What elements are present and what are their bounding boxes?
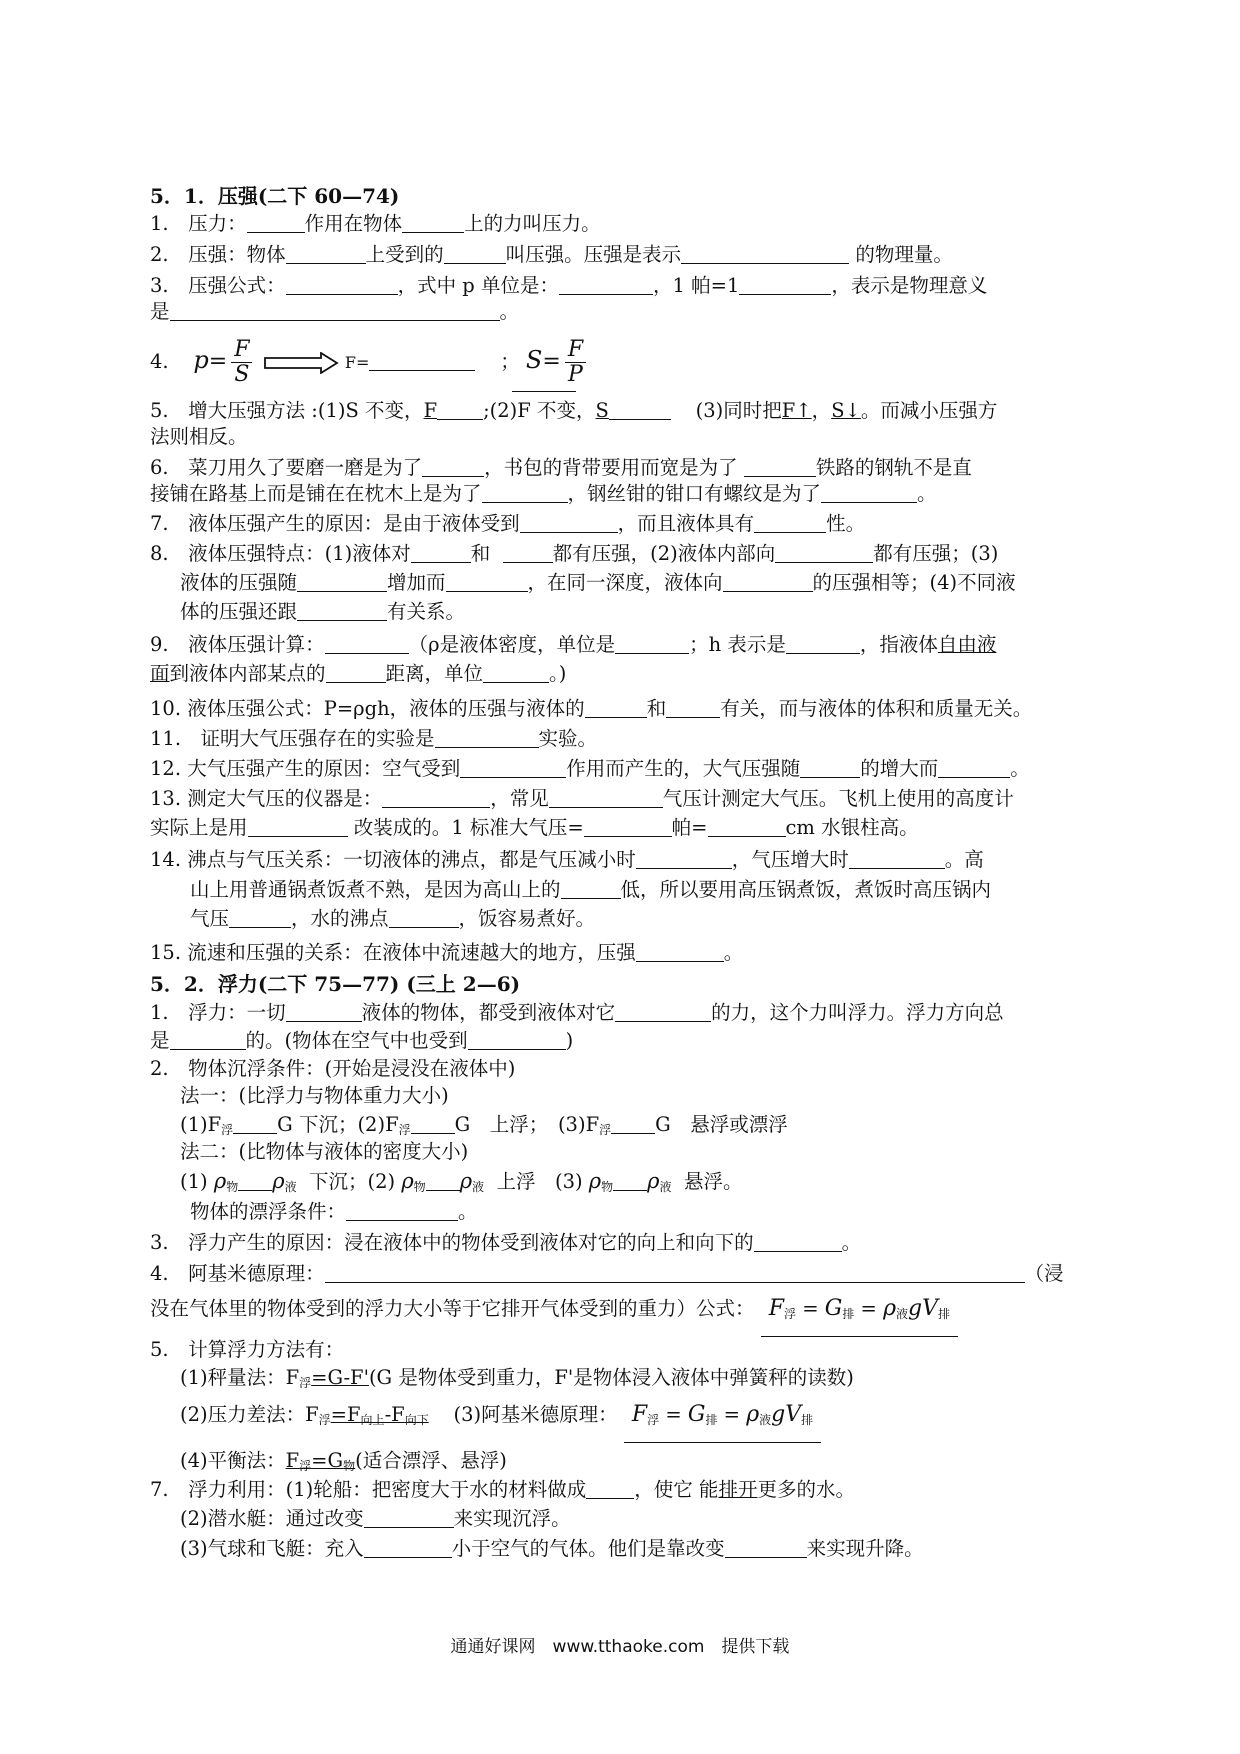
blank[interactable] <box>382 789 490 808</box>
blank[interactable] <box>238 1172 272 1191</box>
double-arrow-icon <box>263 352 339 374</box>
item-15: 15. 流速和压强的关系：在液体中流速越大的地方，压强 。 <box>150 941 744 964</box>
blank[interactable] <box>468 1031 566 1050</box>
item-13: 13. 测定大气压的仪器是： ，常见 气压计测定大气压。飞机上使用的高度计 <box>150 787 1014 810</box>
blank[interactable] <box>229 909 291 928</box>
blank[interactable] <box>636 943 724 962</box>
footer-credit: 通通好课网 www.tthaoke.com 提供下载 <box>450 1637 790 1657</box>
blank[interactable] <box>775 544 873 563</box>
blank[interactable] <box>584 818 672 837</box>
blank[interactable] <box>744 458 816 477</box>
item-1: 1. 压力： 作用在物体 上的力叫压力。 <box>150 212 601 235</box>
fraction-F-over-P: $\frac{F}{P}$ <box>565 338 586 387</box>
blank[interactable] <box>609 401 671 420</box>
item-5-cont: 法则相反。 <box>150 425 248 448</box>
b-method-2-cond: (1) $\rho_物$ $\rho_液$ 下沉；(2) $\rho_物$ $\rho_液$ 上浮 (3) $\rho_物$ $\rho_液$ 悬浮。 <box>180 1169 743 1194</box>
b-method-2: 法二：(比物体与液体的密度大小) <box>180 1140 469 1163</box>
b-item-7: 7. 浮力利用：(1)轮船：把密度大于水的材料做成 ，使它 能排开更多的水。 <box>150 1478 855 1501</box>
b-method-pressure: (2)压力差法：$F_浮=F_{向上}-F_{向下}$ (3)阿基米德原理： $F_浮 = G_排 = \rho_液gV_排$ <box>180 1395 821 1435</box>
blank[interactable] <box>364 1509 454 1528</box>
blank[interactable] <box>326 664 386 683</box>
blank[interactable] <box>325 1264 1025 1283</box>
blank[interactable] <box>585 699 647 718</box>
blank[interactable] <box>248 818 348 837</box>
blank[interactable] <box>422 458 484 477</box>
blank[interactable] <box>411 1115 455 1134</box>
section-title-pressure: 5．1．压强(二下 60—74) <box>150 184 400 208</box>
blank[interactable] <box>786 635 860 654</box>
item-14: 14. 沸点与气压关系：一切液体的沸点，都是气压减小时 ，气压增大时 。高 <box>150 848 984 871</box>
item-14-cont-1: 山上用普通锅煮饭煮不熟，是因为高山上的 低，所以要用高压锅煮饭，煮饭时高压锅内 <box>190 878 992 901</box>
b-balloon: (3)气球和飞艇：充入 小于空气的气体。他们是靠改变 来实现升降。 <box>180 1537 924 1560</box>
blank[interactable] <box>615 635 689 654</box>
blank[interactable] <box>170 302 500 321</box>
blank[interactable] <box>426 1172 460 1191</box>
item-8: 8. 液体压强特点：(1)液体对 和 都有压强，(2)液体内部向 都有压强；(3) <box>150 542 999 565</box>
blank[interactable] <box>325 635 409 654</box>
blank[interactable] <box>286 276 398 295</box>
blank[interactable] <box>411 544 471 563</box>
blank[interactable] <box>754 514 826 533</box>
blank[interactable] <box>613 1172 647 1191</box>
b-submarine: (2)潜水艇：通过改变 来实现沉浮。 <box>180 1507 571 1530</box>
item-11: 11. 证明大气压强存在的实验是 实验。 <box>150 727 598 750</box>
blank[interactable] <box>681 245 849 264</box>
section-title-buoyancy: 5．2．浮力(二下 75—77) (三上 2—6) <box>150 972 521 996</box>
archimedes-formula: $F_浮 = G_排 = \rho_液gV_排$ <box>761 1289 958 1337</box>
b-method-weigh: (1)秤量法：$F_浮=G-F'(G$ 是物体受到重力，F'是物体浸入液体中弹簧秤的读数) <box>180 1366 854 1390</box>
b-item-3: 3. 浮力产生的原因：浸在液体中的物体受到液体对它的向上和向下的 。 <box>150 1231 862 1254</box>
b-item-1-cont: 是 的。(物体在空气中也受到 ) <box>150 1029 574 1052</box>
blank[interactable] <box>666 699 720 718</box>
blank[interactable] <box>297 573 387 592</box>
blank[interactable] <box>446 573 528 592</box>
b-item-4: 4. 阿基米德原理： （浸 <box>150 1262 1064 1285</box>
blank[interactable] <box>460 759 566 778</box>
blank[interactable] <box>369 352 475 371</box>
item-10: 10. 液体压强公式：P=ρgh，液体的压强与液体的 和 有关，而与液体的体积和质量无关。 <box>150 697 1033 720</box>
item-5: 5. 增大压强方法 :(1)S 不变，F ;(2)F 不变，S (3)同时把F↑，S↓。而减小压强方 <box>150 399 998 422</box>
b-item-1: 1. 浮力：一切 液体的物体，都受到液体对它 的力，这个力叫浮力。浮力方向总 <box>150 1001 1004 1024</box>
blank[interactable] <box>739 276 831 295</box>
item-12: 12. 大气压强产生的原因：空气受到 作用而产生的，大气压强随 的增大而 。 <box>150 757 1030 780</box>
b-float-cond: 物体的漂浮条件： 。 <box>190 1200 478 1223</box>
blank[interactable] <box>444 245 506 264</box>
blank[interactable] <box>402 214 464 233</box>
blank[interactable] <box>615 1003 711 1022</box>
item-3: 3. 压强公式： ，式中 p 单位是： ，1 帕=1 ，表示是物理意义 <box>150 274 988 297</box>
b-item-5: 5. 计算浮力方法有： <box>150 1338 345 1361</box>
blank[interactable] <box>723 573 813 592</box>
blank[interactable] <box>800 759 860 778</box>
archimedes-formula-2: $F_浮 = G_排 = \rho_液gV_排$ <box>624 1395 821 1443</box>
blank[interactable] <box>636 850 732 869</box>
blank[interactable] <box>725 1539 807 1558</box>
blank[interactable] <box>503 544 553 563</box>
b-method-balance: (4)平衡法：$F_浮=G_物$(适合漂浮、悬浮) <box>180 1449 507 1473</box>
blank[interactable] <box>754 1233 842 1252</box>
b-method-1: 法一：(比浮力与物体重力大小) <box>180 1084 449 1107</box>
blank[interactable] <box>286 1003 362 1022</box>
blank[interactable] <box>849 850 945 869</box>
item-14-cont-2: 气压 ，水的沸点 ，饭容易煮好。 <box>190 907 596 930</box>
blank[interactable] <box>170 1031 246 1050</box>
blank[interactable] <box>549 789 663 808</box>
blank[interactable] <box>435 729 539 748</box>
item-7: 7. 液体压强产生的原因：是由于液体受到 ，而且液体具有 性。 <box>150 512 866 535</box>
item-4: 4. p= $\frac{F}{S}$ F= ； S= $\frac{F}{P}$ <box>150 331 590 389</box>
blank[interactable] <box>520 514 618 533</box>
blank[interactable] <box>233 1115 277 1134</box>
blank[interactable] <box>586 1480 634 1499</box>
item-6-cont: 接铺在路基上而是铺在在枕木上是为了 ，钢丝钳的钳口有螺纹是为了 。 <box>150 482 937 505</box>
blank[interactable] <box>482 484 568 503</box>
blank[interactable] <box>437 401 483 420</box>
b-item-4-cont: 没在气体里的物体受到的浮力大小等于它排开气体受到的重力）公式： $F_浮 = G_排 = \rho_液gV_排$ <box>150 1289 958 1329</box>
formula-underline <box>512 391 576 392</box>
blank[interactable] <box>247 214 305 233</box>
blank[interactable] <box>297 602 387 621</box>
blank[interactable] <box>389 909 459 928</box>
blank[interactable] <box>364 1539 452 1558</box>
blank[interactable] <box>938 759 1010 778</box>
blank[interactable] <box>346 1202 458 1221</box>
blank[interactable] <box>559 276 653 295</box>
blank[interactable] <box>561 880 621 899</box>
item-13-cont: 实际上是用 改装成的。1 标准大气压= 帕= cm 水银柱高。 <box>150 816 919 839</box>
blank[interactable] <box>708 818 786 837</box>
b-item-2: 2. 物体沉浮条件：(开始是浸没在液体中) <box>150 1057 516 1080</box>
item-8-cont-1: 液体的压强随 增加而 ，在同一深度，液体向 的压强相等；(4)不同液 <box>180 571 1016 594</box>
blank[interactable] <box>286 245 366 264</box>
blank[interactable] <box>611 1115 655 1134</box>
item-6: 6. 菜刀用久了要磨一磨是为了 ，书包的背带要用而宽是为了 铁路的钢轨不是直 <box>150 456 972 479</box>
b-method-1-cond: $(1)F_浮$ G 下沉；$(2)F_浮$ G 上浮； $(3)F_浮$ G 悬浮或漂浮 <box>180 1113 788 1137</box>
blank[interactable] <box>483 664 549 683</box>
fraction-F-over-S: $\frac{F}{S}$ <box>231 338 252 387</box>
item-8-cont-2: 体的压强还跟 有关系。 <box>180 600 466 623</box>
item-3-cont: 是 。 <box>150 300 520 323</box>
blank[interactable] <box>821 484 917 503</box>
item-2: 2. 压强：物体 上受到的 叫压强。压强是表示 的物理量。 <box>150 243 953 266</box>
item-9: 9. 液体压强计算： （ρ是液体密度，单位是 ；h 表示是 ，指液体自由液 <box>150 633 997 656</box>
item-9-cont: 面到液体内部某点的 距离，单位 。) <box>150 662 567 685</box>
